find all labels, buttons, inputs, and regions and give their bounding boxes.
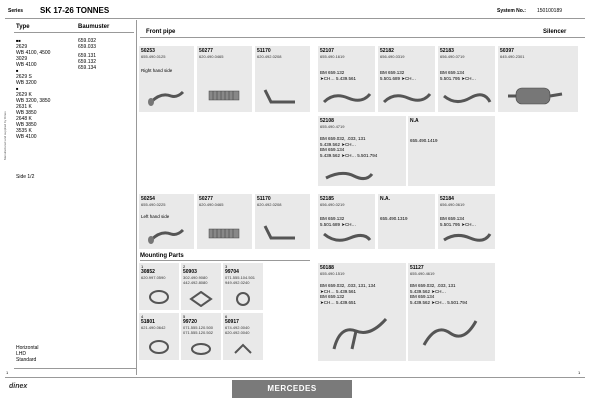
baumuster-value: 659.032 xyxy=(78,38,97,44)
part-note: BM 659.132 5.501.689 ➤CH… xyxy=(320,216,357,227)
part-cell[interactable] xyxy=(139,46,194,112)
vehicle-type-list: ■■ 2629 WB 4100, 4500 3029 WB 4100 ■ 2629 S WB 3200 ■ 2629 K WB 3200, 3850 2631 K WB 3850 2648 K WB 3850 3535 K WB 4100 xyxy=(16,38,76,140)
page-mark-left: 1 xyxy=(6,370,9,375)
part-note: BM 659.132 5.501.689 ➤CH… xyxy=(380,70,417,81)
clamp-icon xyxy=(147,289,171,305)
clamp-icon xyxy=(147,339,171,355)
ring-icon xyxy=(231,291,255,307)
part-cell[interactable] xyxy=(318,116,406,186)
section-rule xyxy=(140,37,585,38)
mounting-part-cell[interactable]: 3 99704 071.555.104.501 949.492.0240 xyxy=(223,263,263,310)
legend-item: Horizontal xyxy=(16,345,39,351)
vehicle-type: WB 3850 xyxy=(16,122,37,128)
baumuster-value: 659.033 xyxy=(78,44,97,50)
legend-item: LHD xyxy=(16,351,27,357)
series-value: SK 17-26 TONNES xyxy=(40,6,110,15)
front-pipe-drawing xyxy=(147,226,187,246)
part-code: 655.490.0125 xyxy=(141,54,166,59)
vehicle-type: WB 4100 xyxy=(16,62,37,68)
part-number: 51801 xyxy=(141,319,155,325)
part-code: 655.490.4719 xyxy=(320,124,345,129)
page-mark-right: 1 xyxy=(578,370,581,375)
column-header-rule xyxy=(14,32,134,33)
part-code: 656.490.0719 xyxy=(440,54,465,59)
part-code: 656.490.0219 xyxy=(320,202,345,207)
part-number: 99704 xyxy=(225,269,239,275)
pipe-drawing xyxy=(322,230,372,246)
part-cell[interactable] xyxy=(139,194,194,249)
part-cell[interactable] xyxy=(255,194,310,249)
vehicle-type: WB 4100, 4500 xyxy=(16,50,51,56)
side-manufacturer-text: Manufactured and supplied by Dinex xyxy=(3,111,7,160)
part-number: 50277 xyxy=(199,196,213,202)
part-number: 50277 xyxy=(199,48,213,54)
mounting-part-cell[interactable]: 1 30852 620.997.0590 xyxy=(139,263,179,310)
part-cell[interactable] xyxy=(378,46,435,112)
part-number: 30852 xyxy=(141,269,155,275)
type-column-header: Type xyxy=(16,24,30,30)
baumuster-value: 659.132 xyxy=(78,59,97,65)
part-code: 071.555.120.500 071.555.120.502 xyxy=(183,325,214,335)
part-number: 99720 xyxy=(183,319,197,325)
part-cell[interactable] xyxy=(255,46,310,112)
mounting-part-cell[interactable]: 5 99720 071.555.120.500 071.555.120.502 xyxy=(181,313,221,360)
part-cell[interactable] xyxy=(438,194,495,249)
part-number: 50253 xyxy=(141,48,155,54)
pipe-drawing xyxy=(261,222,301,246)
part-cell[interactable] xyxy=(318,263,406,361)
clamp-icon xyxy=(189,341,213,357)
part-code: 620.997.0590 xyxy=(141,275,166,280)
part-cell[interactable] xyxy=(498,46,578,112)
pipe-drawing xyxy=(322,88,372,108)
part-number: 50397 xyxy=(500,48,514,54)
part-number: 52185 xyxy=(320,196,334,202)
vehicle-type: WB 3200 xyxy=(16,80,37,86)
vehicle-type: 3029 xyxy=(16,56,28,62)
mounting-parts-heading: Mounting Parts xyxy=(140,253,184,259)
part-cell[interactable] xyxy=(378,194,435,249)
part-code: 071.555.104.501 949.492.0240 xyxy=(225,275,256,285)
part-cell[interactable] xyxy=(408,116,495,186)
legend-rule xyxy=(14,368,136,369)
part-note: BM 659.132 ➤CH… 5.439.561 xyxy=(320,70,357,81)
part-code: 620.492.0208 xyxy=(257,54,282,59)
part-code: 655.490.1519 xyxy=(320,271,345,276)
brand-label: MERCEDES xyxy=(232,380,352,398)
silencer-heading: Silencer xyxy=(543,29,567,35)
mounting-part-cell[interactable]: 6 50917 674.492.0040 620.492.0040 xyxy=(223,313,263,360)
system-number-value: 150100189 xyxy=(537,8,563,14)
front-pipe-heading: Front pipe xyxy=(146,29,176,35)
part-cell[interactable] xyxy=(197,46,252,112)
part-cell[interactable] xyxy=(318,46,375,112)
part-number: 50917 xyxy=(225,319,239,325)
part-code: 620.492.0208 xyxy=(257,202,282,207)
part-code: 655.490.1419 xyxy=(410,138,438,143)
baumuster-value: 659.134 xyxy=(78,65,97,71)
part-number: 52184 xyxy=(440,196,454,202)
part-code: 655.490.1619 xyxy=(320,54,345,59)
mounting-part-cell[interactable]: 2 50903 302.490.9080 442.492.8080 xyxy=(181,263,221,310)
pipe-drawing xyxy=(442,88,492,108)
bracket-icon xyxy=(231,341,255,357)
vehicle-type: 3535 K xyxy=(16,128,32,134)
part-cell[interactable] xyxy=(408,263,495,361)
part-number: 52107 xyxy=(320,48,334,54)
flex-pipe-drawing xyxy=(205,224,245,244)
vehicle-type: 2629 K xyxy=(16,92,32,98)
vehicle-type: 2629 xyxy=(16,44,28,50)
dinex-logo: dinex xyxy=(9,383,28,390)
part-code: 656.490.0619 xyxy=(440,202,465,207)
baumuster-list xyxy=(78,38,96,71)
part-code: 621.490.0642 xyxy=(141,325,166,330)
part-code: 645.490.2301 xyxy=(500,54,525,59)
part-code: 620.490.0465 xyxy=(199,54,224,59)
mounting-rule xyxy=(140,260,310,261)
part-code: 302.490.9080 442.492.8080 xyxy=(183,275,208,285)
system-number-label: System No.: xyxy=(497,8,526,14)
part-number: 50254 xyxy=(141,196,155,202)
vehicle-type: WB 3850 xyxy=(16,110,37,116)
part-code: 674.492.0040 620.492.0040 xyxy=(225,325,250,335)
silencer-drawing xyxy=(506,84,566,108)
part-number: 51127 xyxy=(410,265,424,271)
front-pipe-drawing xyxy=(147,86,187,110)
pipe-drawing xyxy=(261,84,301,108)
left-column-divider xyxy=(136,20,137,375)
part-cell[interactable] xyxy=(318,194,375,249)
part-cell[interactable] xyxy=(197,194,252,249)
pipe-drawing xyxy=(442,230,492,246)
vehicle-type: WB 4100 xyxy=(16,134,37,140)
part-note: BM 659.032, .033, 131 5.439.562 ➤CH… BM 659.134 5.439.562 ➤CH… 5.501.794 xyxy=(410,283,468,305)
part-code: 656.490.0319 xyxy=(380,54,405,59)
part-code: 620.490.0465 xyxy=(199,202,224,207)
pipe-drawing xyxy=(420,315,480,355)
part-code: 655.490.1319 xyxy=(380,216,408,221)
part-note: BM 659.134 5.501.795 ➤CH… xyxy=(440,216,477,227)
part-number: 50188 xyxy=(320,265,334,271)
legend-item: Standard xyxy=(16,357,37,363)
mounting-part-cell[interactable]: 4 51801 621.490.0642 xyxy=(139,313,179,360)
pipe-drawing xyxy=(330,315,390,355)
flex-pipe-drawing xyxy=(205,86,245,106)
part-number: 52183 xyxy=(440,48,454,54)
footer-rule xyxy=(5,377,585,378)
part-number: 50903 xyxy=(183,269,197,275)
baumuster-column-header: Baumuster xyxy=(78,24,110,30)
part-note: Right hand side xyxy=(141,68,173,73)
part-note: BM 659.134 5.501.795 ➤CH… xyxy=(440,70,477,81)
vehicle-type: 2648 K xyxy=(16,116,32,122)
part-cell[interactable] xyxy=(438,46,495,112)
part-code: 655.490.0225 xyxy=(141,202,166,207)
side-info: Side 1/2 xyxy=(16,174,35,180)
series-label: Series xyxy=(8,8,24,14)
legend xyxy=(16,345,39,363)
part-note: BM 659.032, .033, 131 5.439.562 ➤CH… BM 659.134 5.439.562 ➤CH… 5.501.794 xyxy=(320,136,378,158)
part-number: N.A. xyxy=(380,196,390,202)
part-number: N.A xyxy=(410,118,419,124)
baumuster-value: 659.131 xyxy=(78,53,97,59)
part-number: 52108 xyxy=(320,118,334,124)
pipe-drawing xyxy=(382,88,432,108)
gasket-icon xyxy=(189,291,213,307)
part-code: 655.490.4619 xyxy=(410,271,435,276)
vehicle-type: 2631 K xyxy=(16,104,32,110)
header-rule xyxy=(5,18,585,19)
vehicle-type: 2629 S xyxy=(16,74,32,80)
part-number: 51170 xyxy=(257,48,271,54)
vehicle-type: WB 3200, 3850 xyxy=(16,98,51,104)
part-note: BM 659.032, .033, 131, 134 ➤CH… 5.439.561 BM 659.132 ➤CH… 5.439.651 xyxy=(320,283,376,305)
part-note: Left hand side xyxy=(141,214,170,219)
pipe-drawing xyxy=(324,168,374,184)
part-number: 51170 xyxy=(257,196,271,202)
part-number: 52182 xyxy=(380,48,394,54)
